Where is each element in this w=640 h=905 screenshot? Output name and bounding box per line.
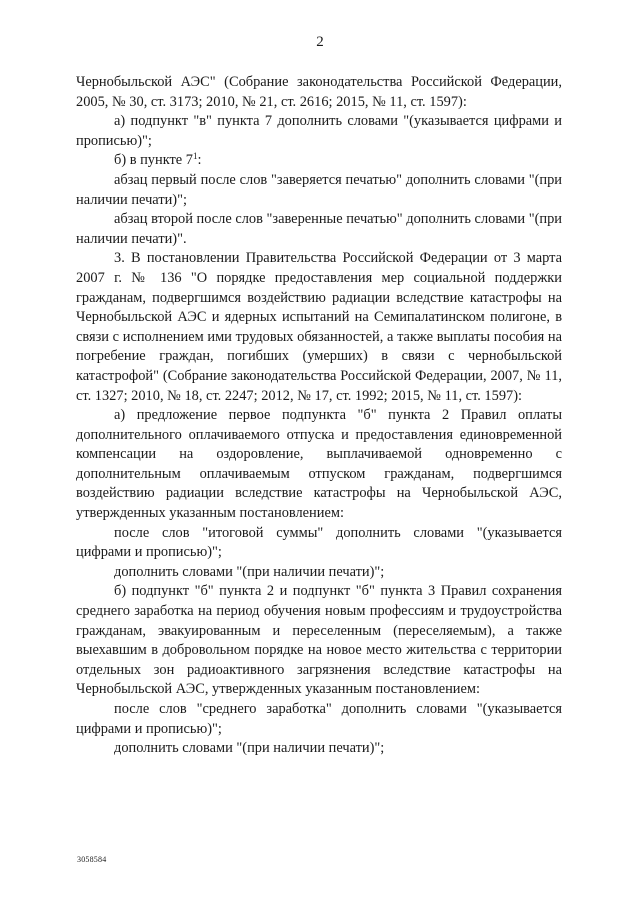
paragraph-amendment-total-sum: после слов "итоговой суммы" дополнить словами "(указывается цифрами и прописью)"; <box>76 524 562 561</box>
paragraph-section-3: 3. В постановлении Правительства Российской Федерации от 3 марта 2007 г. № 136 "О порядке предоставления мер социальной поддержки гражданам, подвергшимся воздействию радиации вследствие катастрофы на Чернобыльской АЭС и ядерных испытаний на Семипалатинском полигоне, в связи с исполнением ими трудовых обязанностей, а также выплаты пособия на погребение граждан, погибших (умерших) в связи с чернобыльской катастрофой" (Собрание законодательства Российской Федерации, 2007, № 11, ст. 1327; 2010, № 18, ст. 2247; 2012, № 17, ст. 1992; 2015, № 11, ст. 1597): <box>76 250 562 404</box>
paragraph-section-3-item-b: б) подпункт "б" пункта 2 и подпункт "б" пункта 3 Правил сохранения среднего заработка на период обучения новым профессиям и трудоустройства гражданам, эвакуированным и переселенным (переселяемым), а также выехавшим в добровольном порядке на новое место жительства с территории отдельных зон радиоактивного загрязнения вследствие катастрофы на Чернобыльской АЭС, утвержденных указанным постановлением: <box>76 583 562 698</box>
paragraph-section-3-item-a: а) предложение первое подпункта "б" пункта 2 Правил оплаты дополнительного оплачиваемого отпуска и предоставления единовременной компенсации на оздоровление, выплачиваемой одновременно с дополнительным оплачиваемым отпуском гражданам, подвергшимся воздействию радиации вследствие катастрофы на Чернобыльской АЭС, утвержденных указанным постановлением: <box>76 407 562 522</box>
paragraph-source-citation: Чернобыльской АЭС" (Собрание законодательства Российской Федерации, 2005, № 30, ст. 3173; 2010, № 21, ст. 2616; 2015, № 11, ст. 1597): <box>76 74 562 110</box>
paragraph-item-a: а) подпункт "в" пункта 7 дополнить словами "(указывается цифрами и прописью)"; <box>76 113 562 149</box>
paragraph-amendment-seal: дополнить словами "(при наличии печати)"; <box>114 563 385 580</box>
item-b-colon: : <box>197 152 202 169</box>
paragraph-item-b <box>76 151 562 171</box>
page-number: 2 <box>316 34 324 50</box>
item-b-text: б) в пункте 7 <box>114 152 193 169</box>
superscript-index: 1 <box>192 151 198 162</box>
paragraph-second-clause: абзац второй после слов "заверенные печатью" дополнить словами "(при наличии печати)". <box>76 211 562 247</box>
paragraph-amendment-seal-2: дополнить словами "(при наличии печати)"; <box>114 740 385 757</box>
paragraph-first-clause: абзац первый после слов "заверяется печатью" дополнить словами "(при наличии печати)"; <box>76 171 562 208</box>
document-id: 3058584 <box>77 855 107 864</box>
paragraph-amendment-average-earnings: после слов "среднего заработка" дополнить словами "(указывается цифрами и прописью)"; <box>76 701 562 737</box>
document-body <box>76 73 562 759</box>
